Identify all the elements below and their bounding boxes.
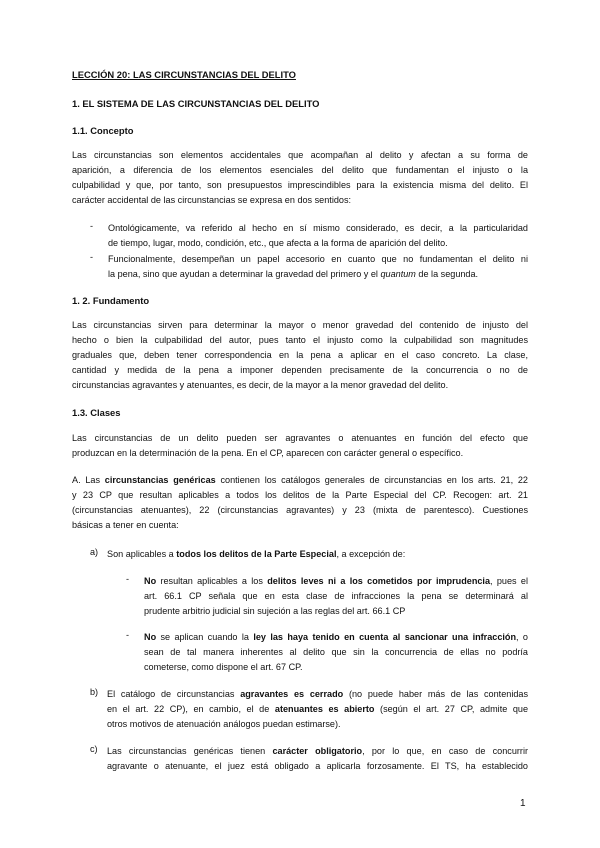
text-line: carácter accidental de las circunstancias se expresa en dos sentidos: (72, 195, 352, 205)
text-fragment: se aplican cuando la (160, 632, 249, 642)
page-title: LECCIÓN 20: LAS CIRCUNSTANCIAS DEL DELITO (72, 69, 296, 80)
sub-item-imprudence (144, 574, 528, 619)
text-line (72, 473, 528, 488)
text-line: Funcionalmente, desempeñan un papel accesorio en cuanto que no fundamentan el delito ni (108, 254, 528, 264)
text-line (107, 547, 528, 562)
text-fragment: , o (516, 632, 528, 642)
text-line: prudente arbitrio judicial sin sujeción a las reglas del art. 66.1 CP (144, 606, 406, 616)
item-b (107, 687, 528, 732)
text-line: y 23 CP que resultan aplicables a todos los delitos de la Parte Especial del CP. Recogen: art. 21 (72, 490, 528, 500)
text-fragment: Las circunstancias genéricas tienen (107, 746, 266, 756)
bullet-dash: - (126, 574, 130, 584)
text-line: Las circunstancias de un delito pueden ser agravantes o atenuantes en función del efecto que (72, 433, 528, 443)
bullet-dash: - (90, 221, 94, 231)
bold-term: circunstancias genéricas (104, 475, 216, 485)
text-line: hecho o bien la culpabilidad del autor, pues tanto el injusto como la culpabilidad son magnitudes (72, 335, 528, 345)
text-line (108, 267, 528, 282)
text-line: Las circunstancias son elementos accidentales que acompañan al delito y afectan a su forma de (72, 150, 528, 160)
text-fragment: (no puede haber más de las contenidas (348, 689, 528, 699)
sub-item-inherent (144, 630, 528, 675)
text-fragment: la pena, sino que ayudan a determinar la gravedad del primero y el (108, 269, 378, 279)
item-a (107, 547, 528, 562)
list-letter-b: b) (90, 687, 99, 697)
text-line: agravante o atenuante, el juez está obligado a aplicarla forzosamente. El TS, ha establecido (107, 761, 528, 771)
text-fragment: resultan aplicables a los (160, 576, 263, 586)
text-line: básicas a tener en cuenta: (72, 520, 179, 530)
bold-term: delitos leves ni a los cometidos por imprudencia (267, 576, 491, 586)
bold-term: ley las haya tenido en cuenta al sancionar una infracción (253, 632, 517, 642)
text-fragment: de la segunda. (418, 269, 479, 279)
page-number: 1 (520, 798, 526, 809)
text-line (144, 630, 528, 645)
text-fragment: , a excepción de: (336, 549, 406, 559)
concept-paragraph (72, 148, 528, 208)
text-line: (circunstancias atenuantes), 22 (circunstancias agravantes) y 23 (mixta de parentesco). Cuestiones (72, 505, 528, 515)
bold-term: agravantes es cerrado (240, 689, 344, 699)
text-line (107, 744, 528, 759)
text-fragment: Son aplicables a (107, 549, 174, 559)
text-line: circunstancias agravantes y atenuantes, es decir, de la mayor a la menor gravedad del delito. (72, 380, 449, 390)
text-line: produzcan en la determinación de la pena. En el CP, aparecen con carácter general o específico. (72, 448, 464, 458)
text-line: aparición, a diferencia de los elementos esenciales del delito que fundamentan el injusto o la (72, 165, 528, 175)
list-letter-a: a) (90, 547, 99, 557)
text-line: cometerse, como dispone el art. 67 CP. (144, 662, 303, 672)
list-letter-c: c) (90, 744, 98, 754)
text-line: Ontológicamente, va referido al hecho en sí mismo considerado, es decir, a la particularidad (108, 223, 528, 233)
text-fragment: , por lo que, en caso de concurrir (362, 746, 528, 756)
text-fragment: A. Las (72, 475, 101, 485)
bullet-ontological (108, 221, 528, 251)
text-fragment: (según el art. 27 CP, admite que (380, 704, 529, 714)
bold-term: No (144, 632, 157, 642)
text-line: graduales que, deben tener correspondencia en la pena a aplicar en el caso concreto. La clase, (72, 350, 528, 360)
section-heading-1: 1. EL SISTEMA DE LAS CIRCUNSTANCIAS DEL DELITO (72, 98, 320, 109)
text-line (107, 687, 528, 702)
text-line: de tiempo, lugar, modo, condición, etc., que afecta a la forma de aparición del delito. (108, 238, 448, 248)
text-line: cantidad y medida de la pena a imponer dependen precisamente de la concurrencia o no de (72, 365, 528, 375)
bold-term: No (144, 576, 157, 586)
text-line: art. 66.1 CP señala que en esta clase de infracciones la pena se determinará al (144, 591, 528, 601)
bold-term: carácter obligatorio (272, 746, 363, 756)
bullet-dash: - (126, 630, 130, 640)
bold-term: todos los delitos de la Parte Especial (176, 549, 337, 559)
text-line: sean de tal manera inherentes al delito que sin la concurrencia de ellas no podría (144, 647, 528, 657)
italic-term: quantum (380, 269, 416, 279)
classes-paragraph (72, 431, 528, 461)
text-line: otros motivos de atenuación análogos puedan estimarse). (107, 719, 341, 729)
subsection-heading-1-1: 1.1. Concepto (72, 125, 134, 136)
subsection-heading-1-2: 1. 2. Fundamento (72, 295, 150, 306)
bullet-dash: - (90, 252, 94, 262)
text-fragment: en el art. 22 CP), en cambio, el de (107, 704, 270, 714)
subsection-heading-1-3: 1.3. Clases (72, 407, 121, 418)
text-fragment: El catálogo de circunstancias (107, 689, 235, 699)
item-c (107, 744, 528, 774)
bullet-functional (108, 252, 528, 282)
bold-term: atenuantes es abierto (274, 704, 375, 714)
text-line (107, 702, 528, 717)
generic-circumstances-paragraph (72, 473, 528, 533)
fundament-paragraph (72, 318, 528, 393)
text-line: Las circunstancias sirven para determinar la mayor o menor gravedad del contenido de injusto del (72, 320, 528, 330)
text-fragment: , pues el (490, 576, 528, 586)
text-fragment: contienen los catálogos generales de circunstancias en los arts. 21, 22 (220, 475, 528, 485)
text-line: culpabilidad y que, por tanto, son presupuestos imprescindibles para la existencia misma del delito. El (72, 180, 528, 190)
text-line (144, 574, 528, 589)
